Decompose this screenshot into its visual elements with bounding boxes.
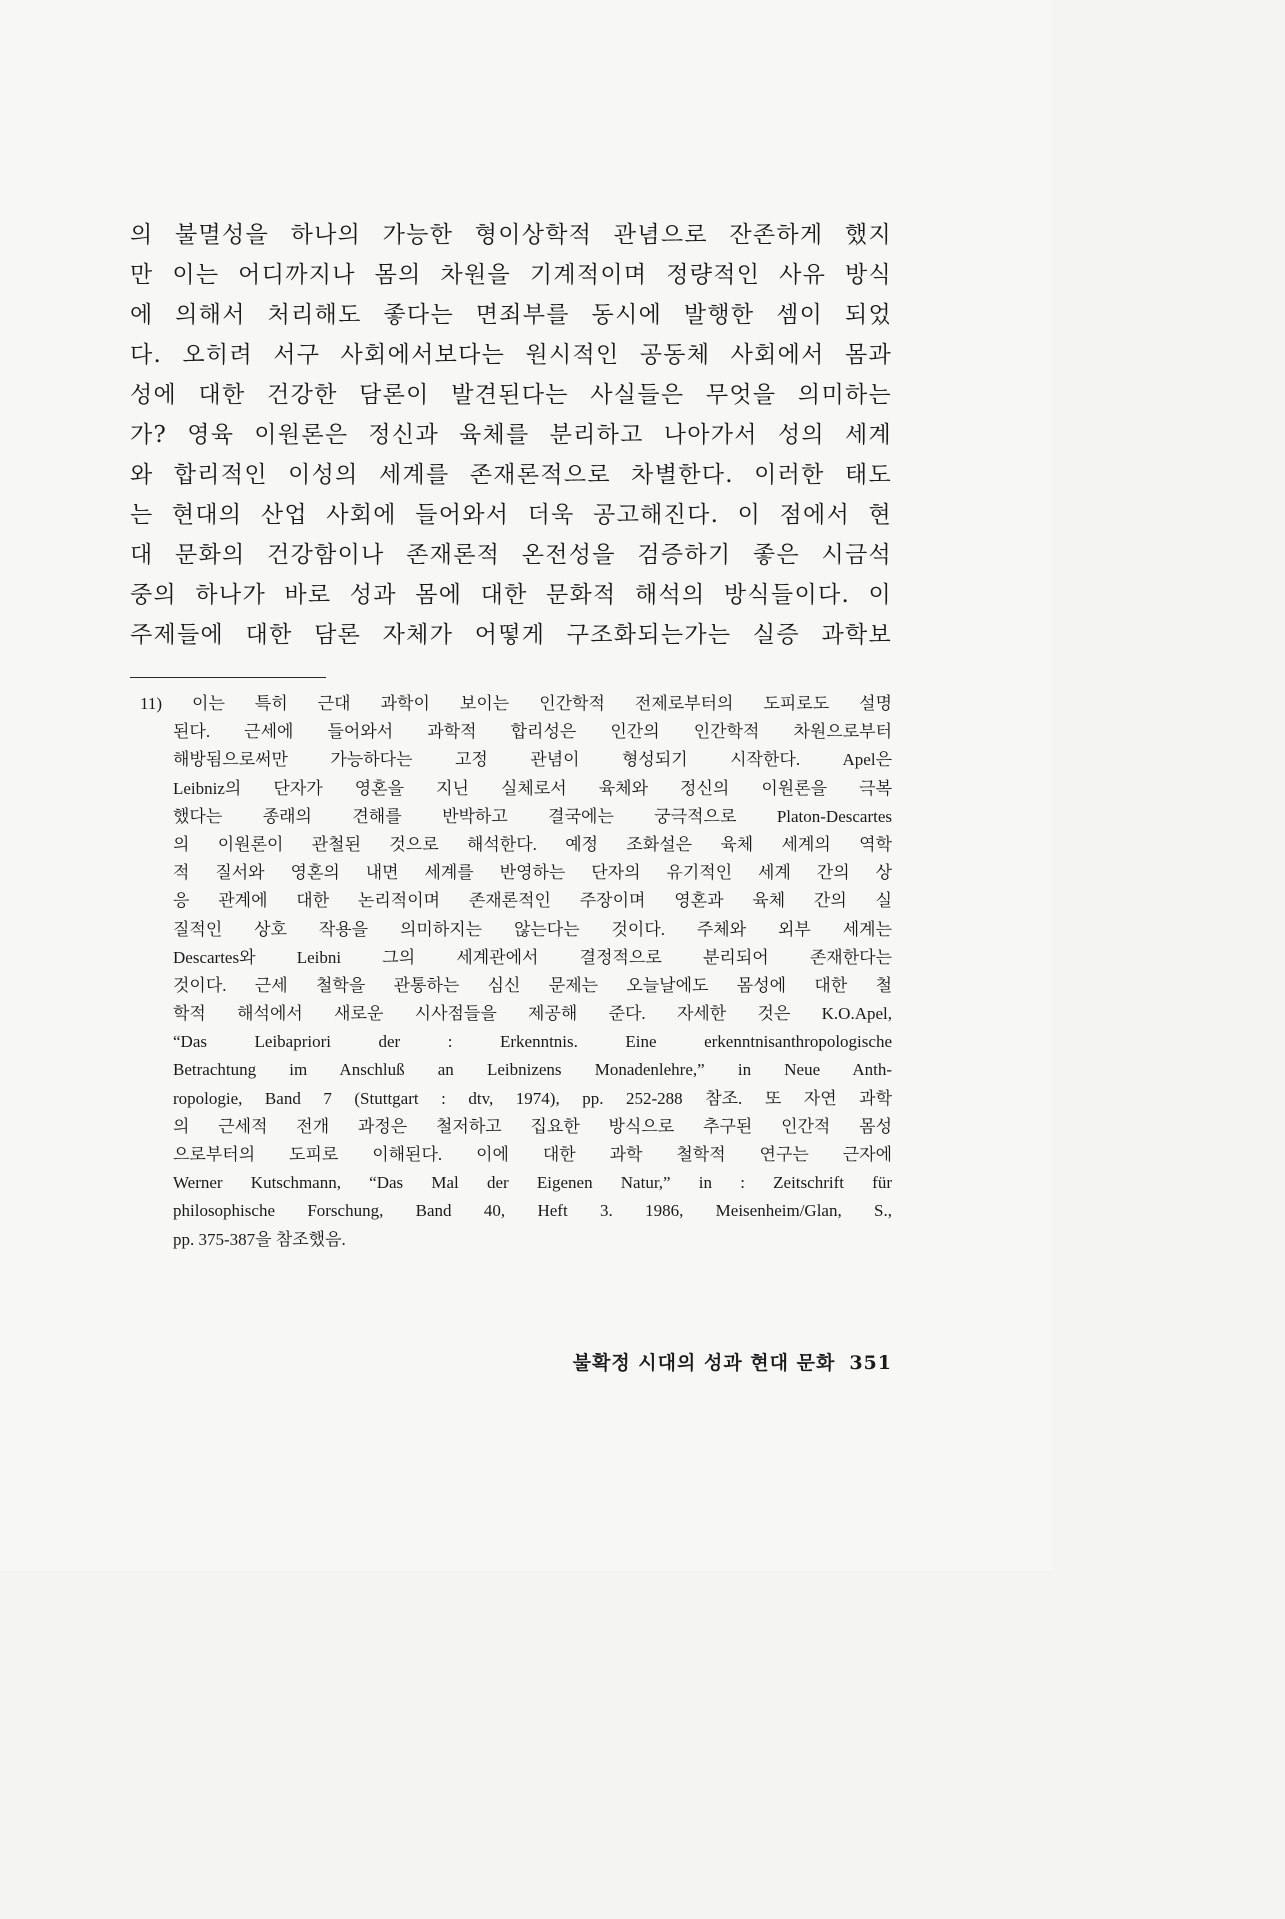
body-text (130, 215, 892, 655)
footnote-line: 학적 해석에서 새로운 시사점들을 제공해 준다. 자세한 것은 K.O.Apel, (173, 1004, 892, 1024)
footnote-line: Leibniz의 단자가 영혼을 지닌 실체로서 육체와 정신의 이원론을 극복 (173, 778, 892, 798)
footnote-line: 것이다. 근세 철학을 관통하는 심신 문제는 오늘날에도 몸성에 대한 철 (173, 975, 892, 995)
footnote-line: Betrachtung im Anschluß an Leibnizens Monadenlehre,” in Neue Anth- (173, 1060, 892, 1080)
footnote-line: 했다는 종래의 견해를 반박하고 결국에는 궁극적으로 Platon-Descartes (173, 806, 892, 826)
body-line: 중의 하나가 바로 성과 몸에 대한 문화적 해석의 방식들이다. 이 (130, 582, 892, 608)
footnote-line: “Das Leibapriori der : Erkenntnis. Eine erkenntnisanthropologische (173, 1032, 892, 1052)
footnote-line: Werner Kutschmann, “Das Mal der Eigenen Natur,” in : Zeitschrift für (173, 1173, 892, 1193)
footnote-line: 으로부터의 도피로 이해된다. 이에 대한 과학 철학적 연구는 근자에 (173, 1145, 892, 1164)
footnote-line: 질적인 상호 작용을 의미하지는 않는다는 것이다. 주체와 외부 세계는 (173, 919, 892, 939)
footnote-line: 의 근세적 전개 과정은 철저하고 집요한 방식으로 추구된 인간적 몸성 (173, 1116, 892, 1136)
footnote-11 (140, 690, 892, 1254)
running-title: 불확정 시대의 성과 현대 문화 (572, 1352, 836, 1374)
footnote-line: ropologie, Band 7 (Stuttgart : dtv, 1974), pp. 252-288 참조. 또 자연 과학 (173, 1088, 892, 1108)
body-line: 의 불멸성을 하나의 가능한 형이상학적 관념으로 잔존하게 했지 (130, 222, 892, 248)
footnote-line: philosophische Forschung, Band 40, Heft 3. 1986, Meisenheim/Glan, S., (173, 1201, 892, 1221)
body-line: 성에 대한 건강한 담론이 발견된다는 사실들은 무엇을 의미하는 (130, 382, 892, 408)
footnote-line: 된다. 근세에 들어와서 과학적 합리성은 인간의 인간학적 차원으로부터 (173, 722, 892, 742)
footnote-line: 11) 이는 특히 근대 과학이 보이는 인간학적 전제로부터의 도피로도 설명 (140, 694, 892, 713)
footnote-line: 해방됨으로써만 가능하다는 고정 관념이 형성되기 시작한다. Apel은 (173, 750, 892, 770)
footnote-line: pp. 375-387을 참조했음. (173, 1229, 346, 1249)
body-line: 는 현대의 산업 사회에 들어와서 더욱 공고해진다. 이 점에서 현 (130, 502, 892, 528)
footnote-line: Descartes와 Leibni 그의 세계관에서 결정적으로 분리되어 존재한다는 (173, 947, 892, 967)
body-line: 가? 영육 이원론은 정신과 육체를 분리하고 나아가서 성의 세계 (130, 422, 892, 448)
body-line: 대 문화의 건강함이나 존재론적 온전성을 검증하기 좋은 시금석 (130, 542, 892, 568)
running-footer (498, 1348, 892, 1378)
body-line: 만 이는 어디까지나 몸의 차원을 기계적이며 정량적인 사유 방식 (130, 262, 892, 288)
footnote-divider (130, 677, 326, 678)
body-line: 에 의해서 처리해도 좋다는 면죄부를 동시에 발행한 셈이 되었 (130, 302, 892, 328)
body-line: 와 합리적인 이성의 세계를 존재론적으로 차별한다. 이러한 태도 (130, 462, 892, 488)
footnote-line: 응 관계에 대한 논리적이며 존재론적인 주장이며 영혼과 육체 간의 실 (173, 891, 892, 911)
footnote-line: 적 질서와 영혼의 내면 세계를 반영하는 단자의 유기적인 세계 간의 상 (173, 863, 892, 883)
page-number: 351 (849, 1352, 892, 1374)
body-line: 다. 오히려 서구 사회에서보다는 원시적인 공동체 사회에서 몸과 (130, 342, 892, 368)
body-line: 주제들에 대한 담론 자체가 어떻게 구조화되는가는 실증 과학보 (130, 622, 892, 648)
footnote-line: 의 이원론이 관철된 것으로 해석한다. 예정 조화설은 육체 세계의 역학 (173, 834, 892, 854)
